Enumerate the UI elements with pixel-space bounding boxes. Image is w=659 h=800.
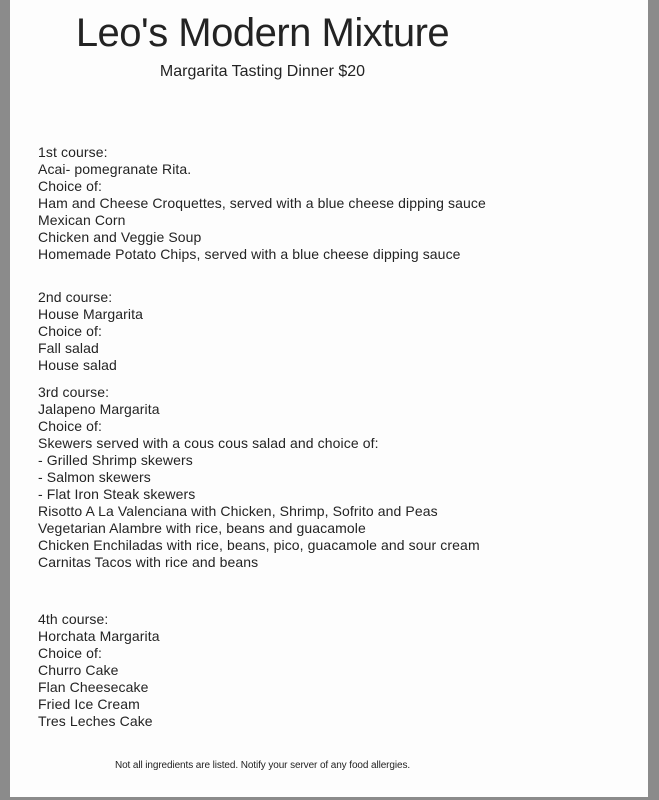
menu-line: - Salmon skewers [38, 469, 151, 486]
menu-line: Choice of: [38, 323, 103, 340]
menu-content [10, 10, 515, 772]
menu-line: 3rd course: [38, 384, 110, 401]
menu-line: Fried Ice Cream [38, 696, 140, 713]
menu-line: Flan Cheesecake [38, 679, 149, 696]
menu-line: Fall salad [38, 340, 99, 357]
menu-line: Jalapeno Margarita [38, 401, 160, 418]
menu-line: Carnitas Tacos with rice and beans [38, 554, 259, 571]
menu-line: Choice of: [38, 645, 103, 662]
menu-page [10, 0, 648, 797]
menu-line: Risotto A La Valenciana with Chicken, Shrimp, Sofrito and Peas [38, 503, 438, 520]
menu-line: Choice of: [38, 418, 103, 435]
menu-line: Choice of: [38, 178, 103, 195]
course-section [38, 289, 515, 374]
menu-line: Vegetarian Alambre with rice, beans and guacamole [38, 520, 366, 537]
restaurant-title: Leo's Modern Mixture [75, 11, 450, 55]
menu-line: Churro Cake [38, 662, 119, 679]
menu-line: 4th course: [38, 611, 109, 628]
menu-line: 2nd course: [38, 289, 113, 306]
menu-line: House Margarita [38, 306, 143, 323]
menu-line: Horchata Margarita [38, 628, 160, 645]
menu-line: House salad [38, 357, 117, 374]
menu-line: Homemade Potato Chips, served with a blue cheese dipping sauce [38, 246, 461, 263]
menu-line: Chicken and Veggie Soup [38, 229, 202, 246]
courses [10, 144, 515, 730]
allergy-note: Not all ingredients are listed. Notify your server of any food allergies. [114, 760, 411, 772]
menu-line: Acai- pomegranate Rita. [38, 161, 192, 178]
menu-line: - Flat Iron Steak skewers [38, 486, 196, 503]
course-section [38, 611, 515, 730]
menu-line: Skewers served with a cous cous salad and choice of: [38, 435, 379, 452]
menu-subtitle: Margarita Tasting Dinner $20 [159, 63, 366, 80]
menu-line: Chicken Enchiladas with rice, beans, pico, guacamole and sour cream [38, 537, 480, 554]
menu-line: Mexican Corn [38, 212, 126, 229]
course-section [38, 144, 515, 263]
course-section [38, 384, 515, 571]
menu-line: - Grilled Shrimp skewers [38, 452, 193, 469]
menu-line: Tres Leches Cake [38, 713, 153, 730]
menu-line: 1st course: [38, 144, 108, 161]
menu-line: Ham and Cheese Croquettes, served with a blue cheese dipping sauce [38, 195, 486, 212]
